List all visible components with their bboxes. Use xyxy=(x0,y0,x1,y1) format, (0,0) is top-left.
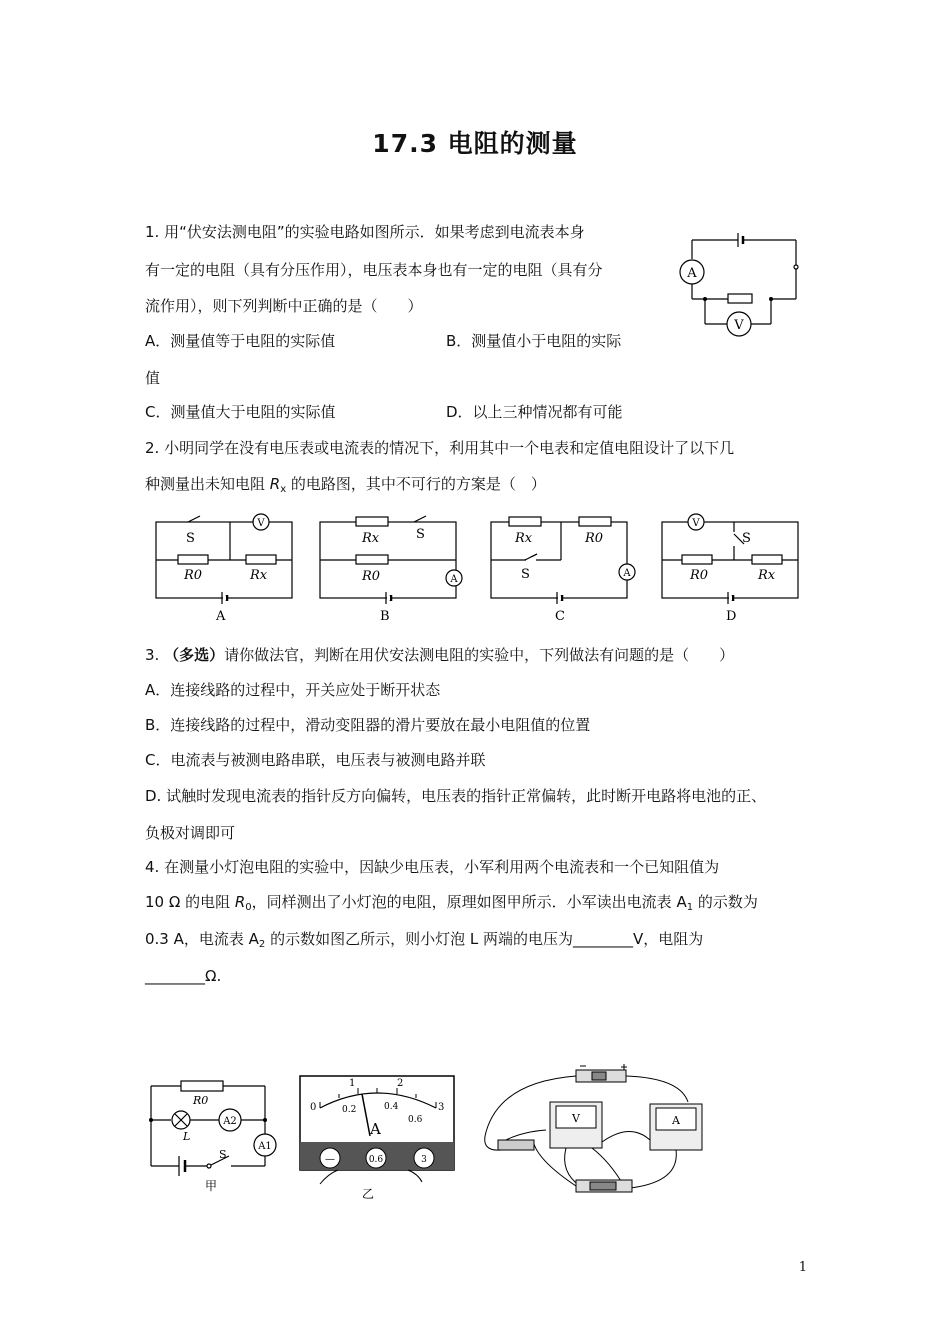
circuit-c-r0: R0 xyxy=(585,531,604,546)
yi-tick-0: 0 xyxy=(310,1102,317,1113)
yi-tick-1: 1 xyxy=(349,1078,356,1089)
circuit-a-rx: Rx xyxy=(250,568,268,583)
jia-caption: 甲 xyxy=(205,1179,218,1193)
q1-option-d: D．以上三种情况都有可能 xyxy=(446,403,623,421)
circuit-b-rx: Rx xyxy=(362,531,380,546)
q2-circuit-b xyxy=(314,512,469,624)
q2-line-1: 2. 小明同学在没有电压表或电流表的情况下，利用其中一个电表和定值电阻设计了以下几 xyxy=(145,439,735,457)
circuit-c-label: C xyxy=(555,609,565,624)
page-title: 17.3 电阻的测量 xyxy=(372,129,578,158)
circuit-c-switch-label: S xyxy=(521,567,530,582)
circuit-a-meter: V xyxy=(257,518,265,529)
q3-option-a: A．连接线路的过程中，开关应处于断开状态 xyxy=(145,681,441,699)
jia-switch-label: S xyxy=(219,1148,227,1161)
circuit-b-switch-label: S xyxy=(416,527,425,542)
q1-line-3: 流作用），则下列判断中正确的是（ ） xyxy=(145,297,423,315)
yi-caption: 乙 xyxy=(362,1187,375,1201)
page-number: 1 xyxy=(798,1260,807,1275)
q3-option-c: C．电流表与被测电路串联，电压表与被测电路并联 xyxy=(145,751,486,769)
real-ammeter-label: A xyxy=(672,1114,680,1127)
circuit-a-switch-label: S xyxy=(186,531,195,546)
q4-line-3: 0.3 A，电流表 $A_2$ 的示数如图乙所示，则小灯泡 L 两端的电压为________V，电阻为 xyxy=(145,930,704,950)
q1-line-1: 1. 用“伏安法测电阻”的实验电路如图所示．如果考虑到电流表本身 xyxy=(145,223,585,241)
circuit-d-label: D xyxy=(726,609,737,624)
q2-circuit-c xyxy=(485,512,640,624)
q1-option-b: B．测量值小于电阻的实际 xyxy=(446,332,622,350)
switch-contact xyxy=(794,265,798,269)
yi-terminal-3: 3 xyxy=(421,1155,427,1165)
yi-tick-2: 2 xyxy=(397,1078,404,1089)
q2-circuit-a xyxy=(150,512,300,624)
circuit-b-meter: A xyxy=(450,574,458,585)
yi-terminal-neg: — xyxy=(325,1154,335,1165)
q3-option-b: B．连接线路的过程中，滑动变阻器的滑片要放在最小电阻值的位置 xyxy=(145,716,591,734)
q1-voltmeter-label: V xyxy=(734,318,744,333)
jia-a1-label: A1 xyxy=(258,1141,272,1152)
q1-option-c: C．测量值大于电阻的实际值 xyxy=(145,403,336,421)
real-voltmeter-label: V xyxy=(572,1112,580,1125)
circuit-d-rx: Rx xyxy=(758,568,776,583)
q3-option-d-cont: 负极对调即可 xyxy=(145,824,236,842)
q4-line-1: 4. 在测量小灯泡电阻的实验中，因缺少电压表，小军利用两个电流表和一个已知阻值为 xyxy=(145,858,720,876)
q4-line-2: 10 Ω 的电阻 $R_0$，同样测出了小灯泡的电阻，原理如图甲所示．小军读出电流表 $A_1$ 的示数为 xyxy=(145,893,758,913)
circuit-c-rx: Rx xyxy=(515,531,533,546)
q4-figure-yi xyxy=(298,1074,458,1202)
circuit-d-switch-label: S xyxy=(742,531,751,546)
yi-tick-0-4: 0.4 xyxy=(384,1102,399,1112)
circuit-a-label: A xyxy=(216,609,226,624)
resistor xyxy=(728,294,752,303)
q1-circuit-diagram xyxy=(675,232,805,337)
yi-tick-3: 3 xyxy=(438,1102,445,1113)
q1-line-2: 有一定的电阻（具有分压作用），电压表本身也有一定的电阻（具有分 xyxy=(145,261,603,279)
circuit-b-r0: R0 xyxy=(362,569,381,584)
jia-r0: R0 xyxy=(193,1094,209,1107)
circuit-d-r0: R0 xyxy=(690,568,709,583)
q2-line-2: 种测量出未知电阻 $R_x$ 的电路图，其中不可行的方案是（ ） xyxy=(145,475,546,495)
q2-circuit-d xyxy=(656,512,806,624)
q4-real-circuit xyxy=(480,1062,730,1204)
q4-figure-jia xyxy=(143,1070,293,1195)
circuit-b-label: B xyxy=(380,609,390,624)
q1-option-b-cont: 值 xyxy=(145,369,161,387)
circuit-d-meter: V xyxy=(692,518,700,529)
q3-option-d: D. 试触时发现电流表的指针反方向偏转，电压表的指针正常偏转，此时断开电路将电池的正、 xyxy=(145,787,767,805)
yi-tick-0-6: 0.6 xyxy=(408,1115,423,1125)
q1-option-a: A．测量值等于电阻的实际值 xyxy=(145,332,336,350)
yi-terminal-06: 0.6 xyxy=(368,1155,384,1165)
yi-tick-0-2: 0.2 xyxy=(342,1105,357,1115)
circuit-a-r0: R0 xyxy=(184,568,203,583)
q3-line-1: 3. （多选）请你做法官，判断在用伏安法测电阻的实验中，下列做法有问题的是（ ） xyxy=(145,646,735,664)
q4-line-4: ________Ω. xyxy=(145,967,222,985)
yi-unit: A xyxy=(370,1120,381,1138)
jia-a2-label: A2 xyxy=(223,1116,237,1127)
circuit-c-meter: A xyxy=(623,568,631,579)
q1-ammeter-label: A xyxy=(687,266,697,281)
real-switch xyxy=(498,1140,534,1150)
jia-lamp-label: L xyxy=(183,1130,191,1143)
